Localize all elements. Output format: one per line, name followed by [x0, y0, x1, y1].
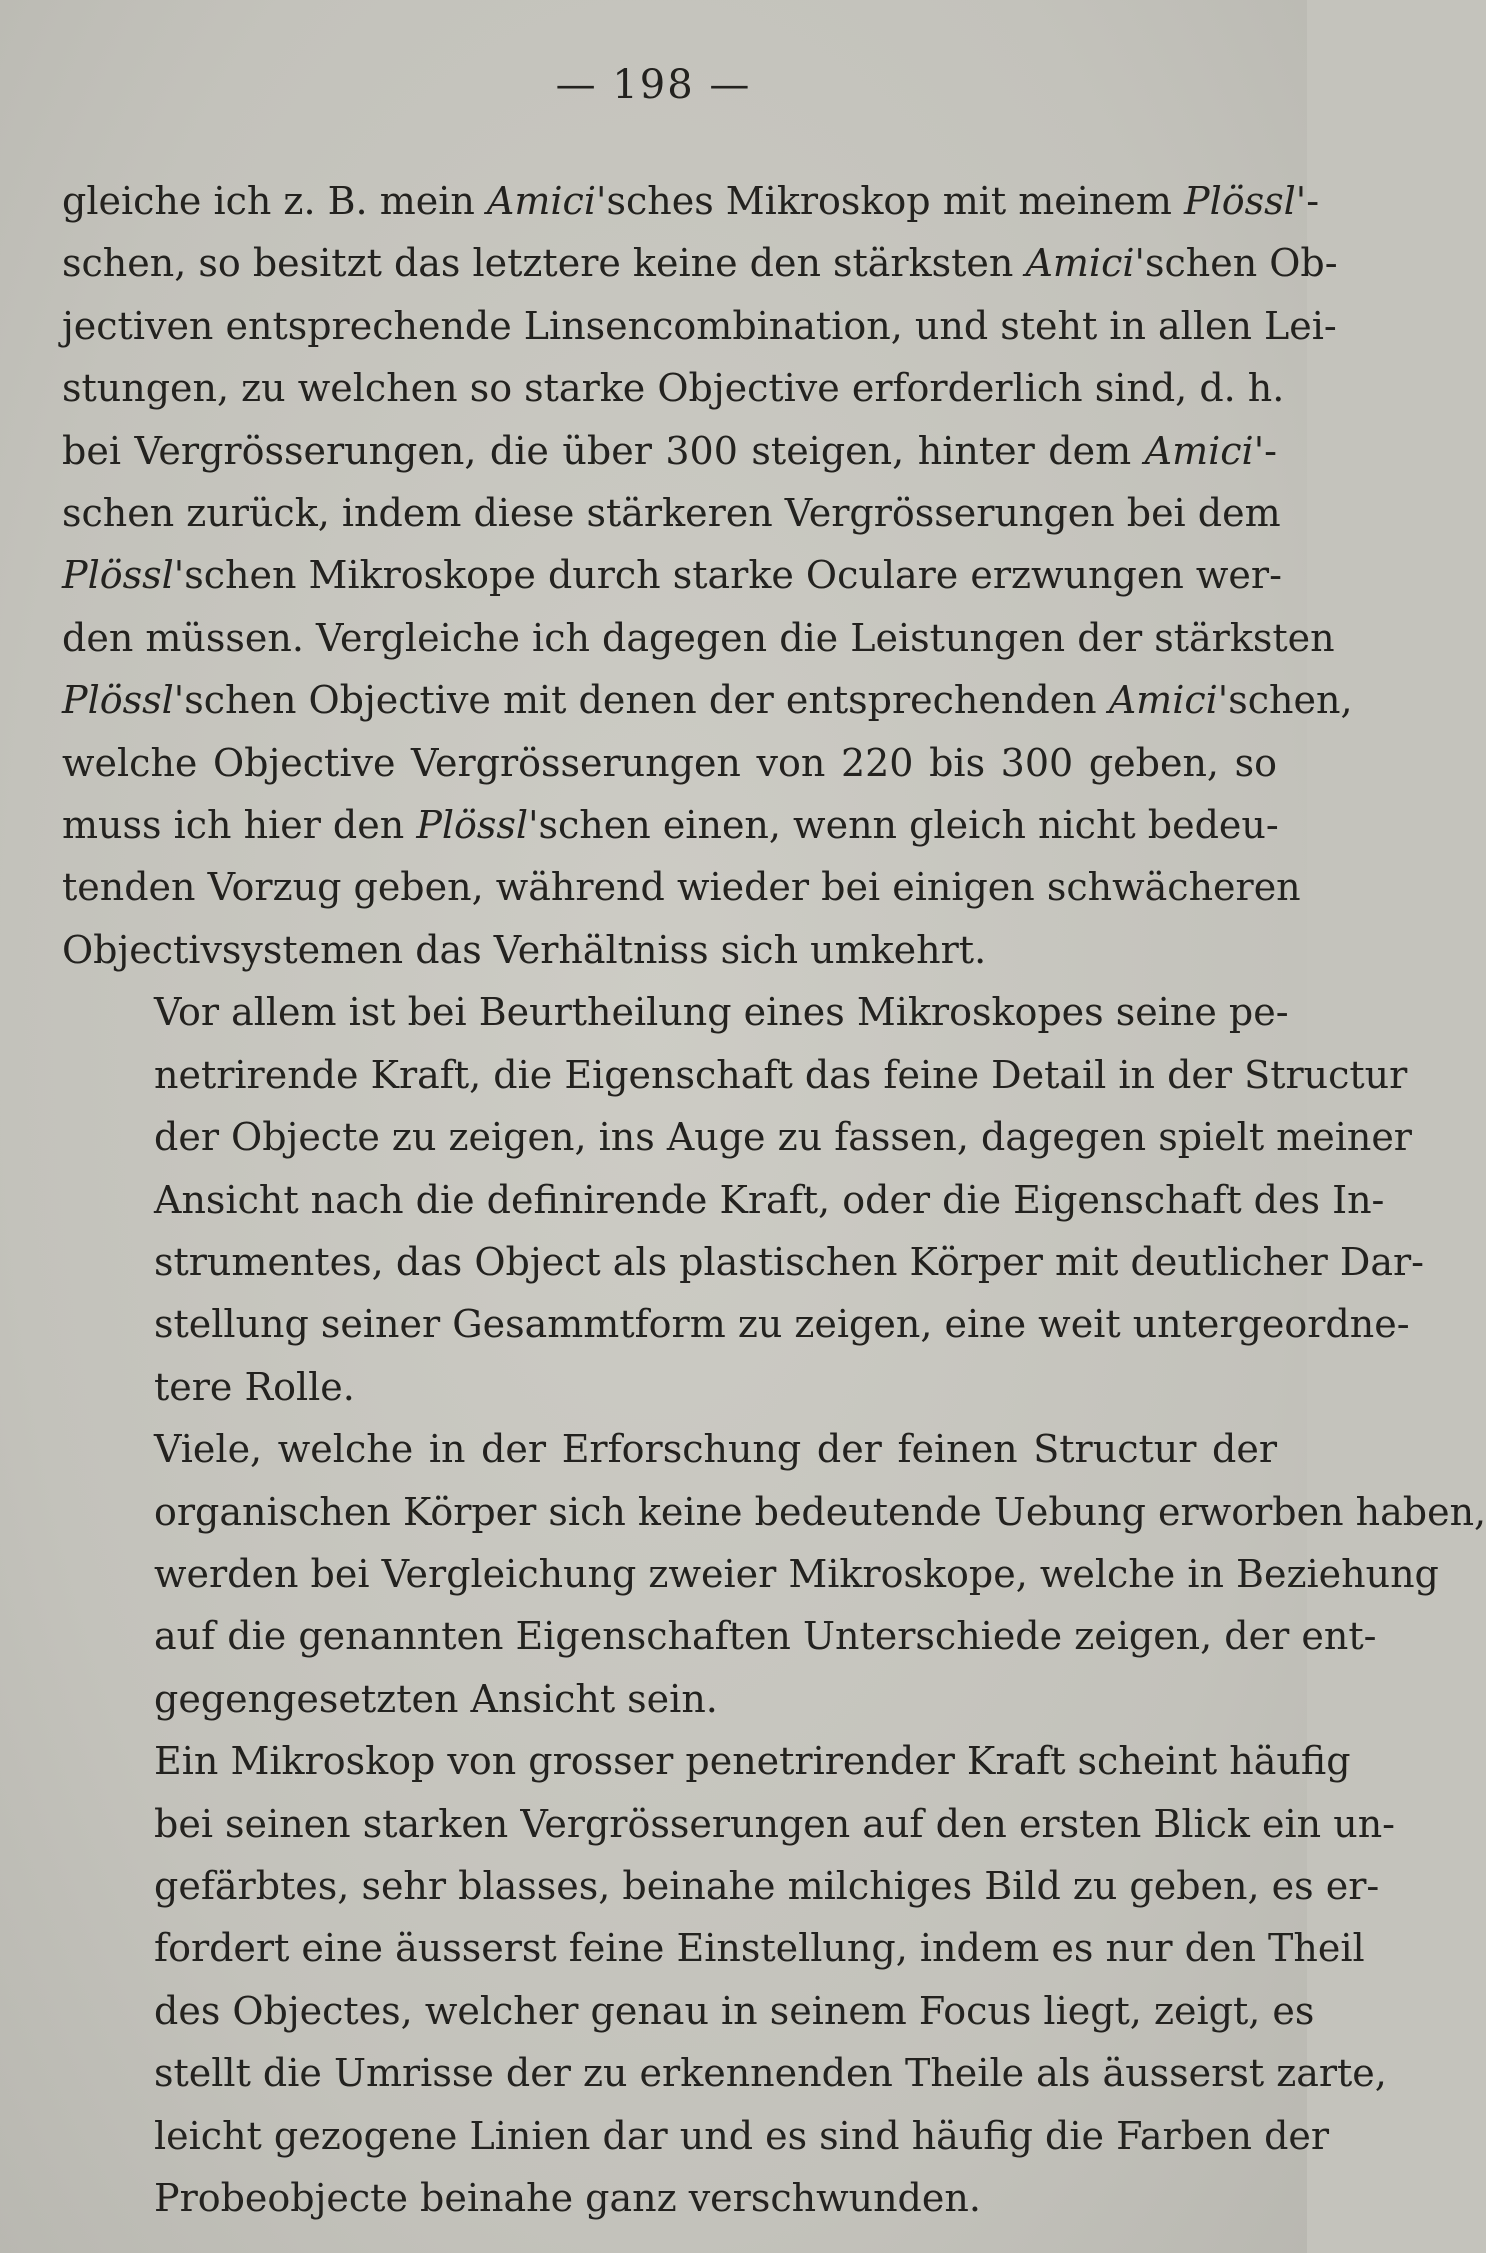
text-line: muss ich hier den Plössl'schen einen, wenn gleich nicht bedeu- [62, 803, 1279, 848]
text-line: der Objecte zu zeigen, ins Auge zu fassen, dagegen spielt meiner [154, 1115, 1412, 1160]
text-line: Ansicht nach die definirende Kraft, oder die Eigenschaft des In- [154, 1177, 1385, 1222]
text-line: werden bei Vergleichung zweier Mikroskope, welche in Beziehung [154, 1551, 1439, 1596]
text-line: welche Objective Vergrösserungen von 220 bis 300 geben, so [62, 740, 1277, 785]
text-line: tere Rolle. [154, 1364, 355, 1409]
text-line: Ein Mikroskop von grosser penetrirender Kraft scheint häufig [154, 1739, 1351, 1784]
text-line: bei seinen starken Vergrösserungen auf den ersten Blick ein un- [154, 1801, 1396, 1846]
text-line: Objectivsystemen das Verhältniss sich umkehrt. [62, 927, 987, 972]
text-line: stellt die Umrisse der zu erkennenden Theile als äusserst zarte, [154, 2051, 1387, 2096]
body-text [62, 170, 1486, 2229]
text-line: organischen Körper sich keine bedeutende Uebung erworben haben, [154, 1489, 1486, 1534]
text-line: gegengesetzten Ansicht sein. [154, 1676, 718, 1721]
text-line: Viele, welche in der Erforschung der feinen Structur der [154, 1427, 1277, 1472]
text-line: stellung seiner Gesammtform zu zeigen, eine weit untergeordne- [154, 1302, 1410, 1347]
text-line: gefärbtes, sehr blasses, beinahe milchiges Bild zu geben, es er- [154, 1863, 1380, 1908]
text-line: fordert eine äusserst feine Einstellung, indem es nur den Theil [154, 1926, 1365, 1971]
text-line: des Objectes, welcher genau in seinem Focus liegt, zeigt, es [154, 1988, 1315, 2033]
paragraph [62, 981, 1424, 1418]
text-line: auf die genannten Eigenschaften Unterschiede zeigen, der ent- [154, 1614, 1377, 1659]
page-number-header: — 198 — [555, 62, 752, 108]
paragraph [62, 1730, 1396, 2229]
text-line: tenden Vorzug geben, während wieder bei einigen schwächeren [62, 865, 1301, 910]
text-line: Plössl'schen Mikroskope durch starke Oculare erzwungen wer- [62, 553, 1282, 598]
text-line: schen zurück, indem diese stärkeren Vergrösserungen bei dem [62, 491, 1281, 536]
text-line: bei Vergrösserungen, die über 300 steigen, hinter dem Amici'- [62, 428, 1277, 473]
text-line: Plössl'schen Objective mit denen der entsprechenden Amici'schen, [62, 678, 1353, 723]
text-line: gleiche ich z. B. mein Amici'sches Mikroskop mit meinem Plössl'- [62, 179, 1320, 223]
paragraph [62, 1418, 1486, 1730]
text-line: stungen, zu welchen so starke Objective erforderlich sind, d. h. [62, 366, 1285, 411]
text-line: schen, so besitzt das letztere keine den stärksten Amici'schen Ob- [62, 241, 1338, 286]
text-line: strumentes, das Object als plastischen Körper mit deutlicher Dar- [154, 1239, 1424, 1284]
text-line: Probeobjecte beinahe ganz verschwunden. [154, 2176, 981, 2220]
text-line: Vor allem ist bei Beurtheilung eines Mikroskopes seine pe- [154, 990, 1289, 1035]
text-line: netrirende Kraft, die Eigenschaft das feine Detail in der Structur [154, 1052, 1408, 1097]
text-line: leicht gezogene Linien dar und es sind häufig die Farben der [154, 2113, 1330, 2158]
text-line: den müssen. Vergleiche ich dagegen die Leistungen der stärksten [62, 615, 1335, 660]
paragraph [62, 170, 1353, 981]
text-line: jectiven entsprechende Linsencombination, und steht in allen Lei- [62, 303, 1337, 348]
